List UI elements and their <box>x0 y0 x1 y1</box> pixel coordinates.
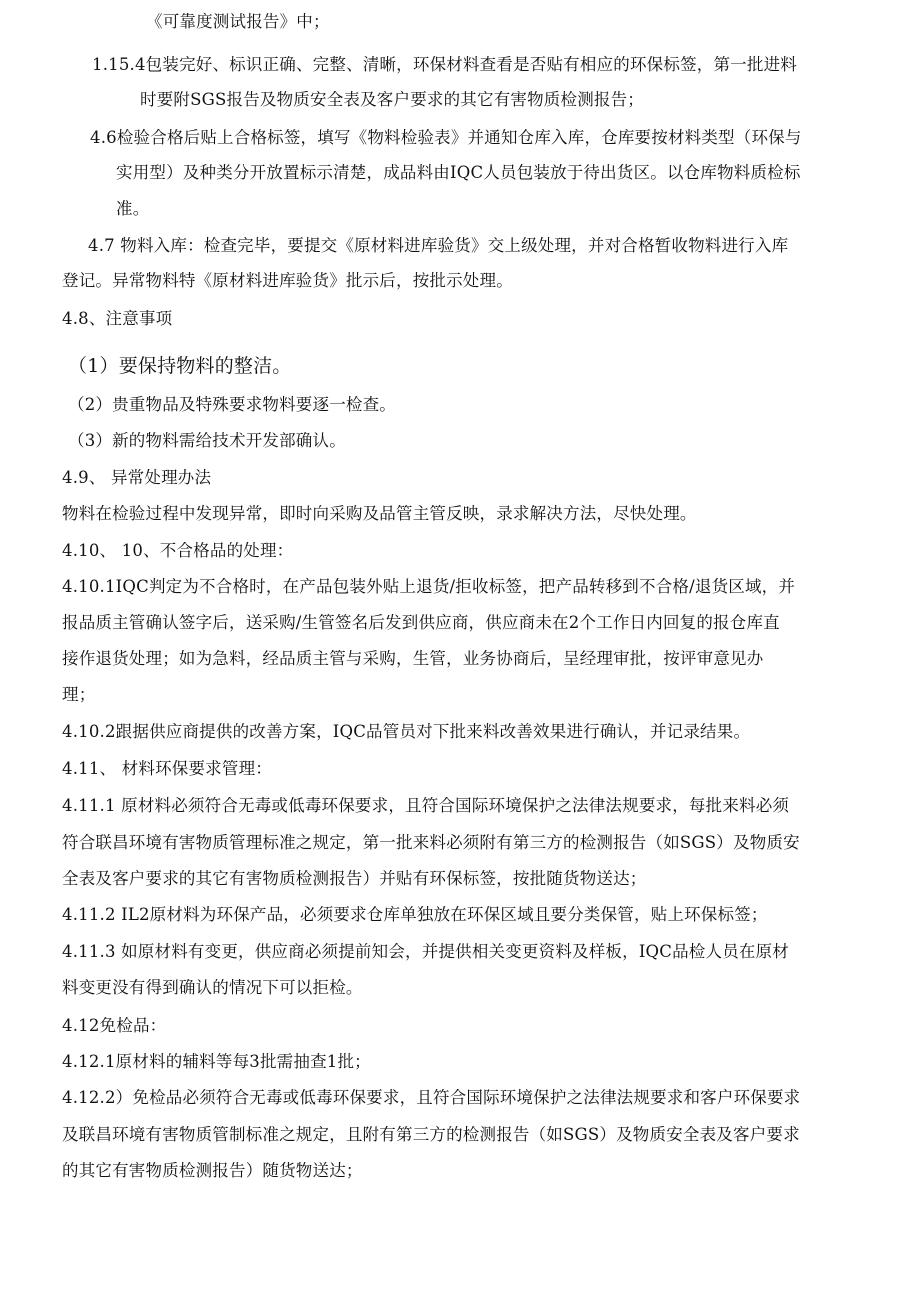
text-line: 报品质主管确认签字后，送采购/生管签名后发到供应商，供应商未在2个工作日内回复的报仓库直 <box>62 613 780 632</box>
text-line: 登记。异常物料特《原材料进库验货》批示后，按批示处理。 <box>62 271 513 290</box>
text-line: 4.12.1原材料的辅料等每3批需抽查1批； <box>62 1052 371 1071</box>
text-line: 4.11.2 IL2原材料为环保产品，必须要求仓库单独放在环保区域且要分类保管，贴上环保标签； <box>62 905 768 924</box>
text-line: 1.15.4包装完好、标识正确、完整、清晰，环保材料查看是否贴有相应的环保标签，第一批进料 <box>92 55 797 74</box>
list-item: （2）贵重物品及特殊要求物料要逐一检查。 <box>68 395 396 414</box>
text-line: 符合联昌环境有害物质管理标准之规定，第一批来料必须附有第三方的检测报告（如SGS）及物质安 <box>62 833 800 852</box>
text-line: 的其它有害物质检测报告）随货物送达； <box>62 1161 363 1180</box>
text-line: 准。 <box>116 199 150 218</box>
text-line: 料变更没有得到确认的情况下可以拒检。 <box>62 978 363 997</box>
section-heading: 4.12免检品： <box>62 1016 167 1035</box>
text-line: 及联昌环境有害物质管制标准之规定，且附有第三方的检测报告（如SGS）及物质安全表及客户要求 <box>62 1125 800 1144</box>
text-line: 4.7 物料入库：检查完毕，要提交《原材料进库验货》交上级处理，并对合格暂收物料进行入库 <box>88 236 789 255</box>
text-line: 理； <box>62 685 96 704</box>
text-line: 4.12.2）免检品必须符合无毒或低毒环保要求，且符合国际环境保护之法律法规要求和客户环保要求 <box>62 1088 801 1107</box>
text-line: 《可靠度测试报告》中； <box>146 12 330 31</box>
text-line: 4.11.1 原材料必须符合无毒或低毒环保要求，且符合国际环境保护之法律法规要求，每批来料必须 <box>62 796 790 815</box>
list-item: （1）要保持物料的整洁。 <box>68 355 292 377</box>
text-line: 全表及客户要求的其它有害物质检测报告）并贴有环保标签，按批随货物送达； <box>62 869 647 888</box>
section-heading: 4.10、 10、不合格品的处理： <box>62 541 294 560</box>
section-heading: 4.11、 材料环保要求管理： <box>62 759 272 778</box>
section-heading: 4.8、注意事项 <box>62 309 173 328</box>
text-line: 4.10.2跟据供应商提供的改善方案，IQC品管员对下批来料改善效果进行确认，并记录结果。 <box>62 722 751 741</box>
text-line: 4.6检验合格后贴上合格标签，填写《物料检验表》并通知仓库入库，仓库要按材料类型（环保与 <box>90 128 802 147</box>
text-line: 4.11.3 如原材料有变更，供应商必须提前知会，并提供相关变更资料及样板，IQC品检人员在原材 <box>62 942 789 961</box>
text-line: 接作退货处理；如为急料，经品质主管与采购，生管，业务协商后，呈经理审批，按评审意见办 <box>62 649 764 668</box>
text-line: 实用型）及种类分开放置标示清楚，成品料由IQC人员包装放于待出货区。以仓库物料质检标 <box>116 163 801 182</box>
text-line: 物料在检验过程中发现异常，即时向采购及品管主管反映，录求解决方法，尽快处理。 <box>62 504 697 523</box>
list-item: （3）新的物料需给技术开发部确认。 <box>68 431 346 450</box>
text-line: 4.10.1IQC判定为不合格时，在产品包装外贴上退货/拒收标签，把产品转移到不合格/退货区域，并 <box>62 577 796 596</box>
text-line: 时要附SGS报告及物质安全表及客户要求的其它有害物质检测报告； <box>140 90 644 109</box>
section-heading: 4.9、 异常处理办法 <box>62 468 212 487</box>
